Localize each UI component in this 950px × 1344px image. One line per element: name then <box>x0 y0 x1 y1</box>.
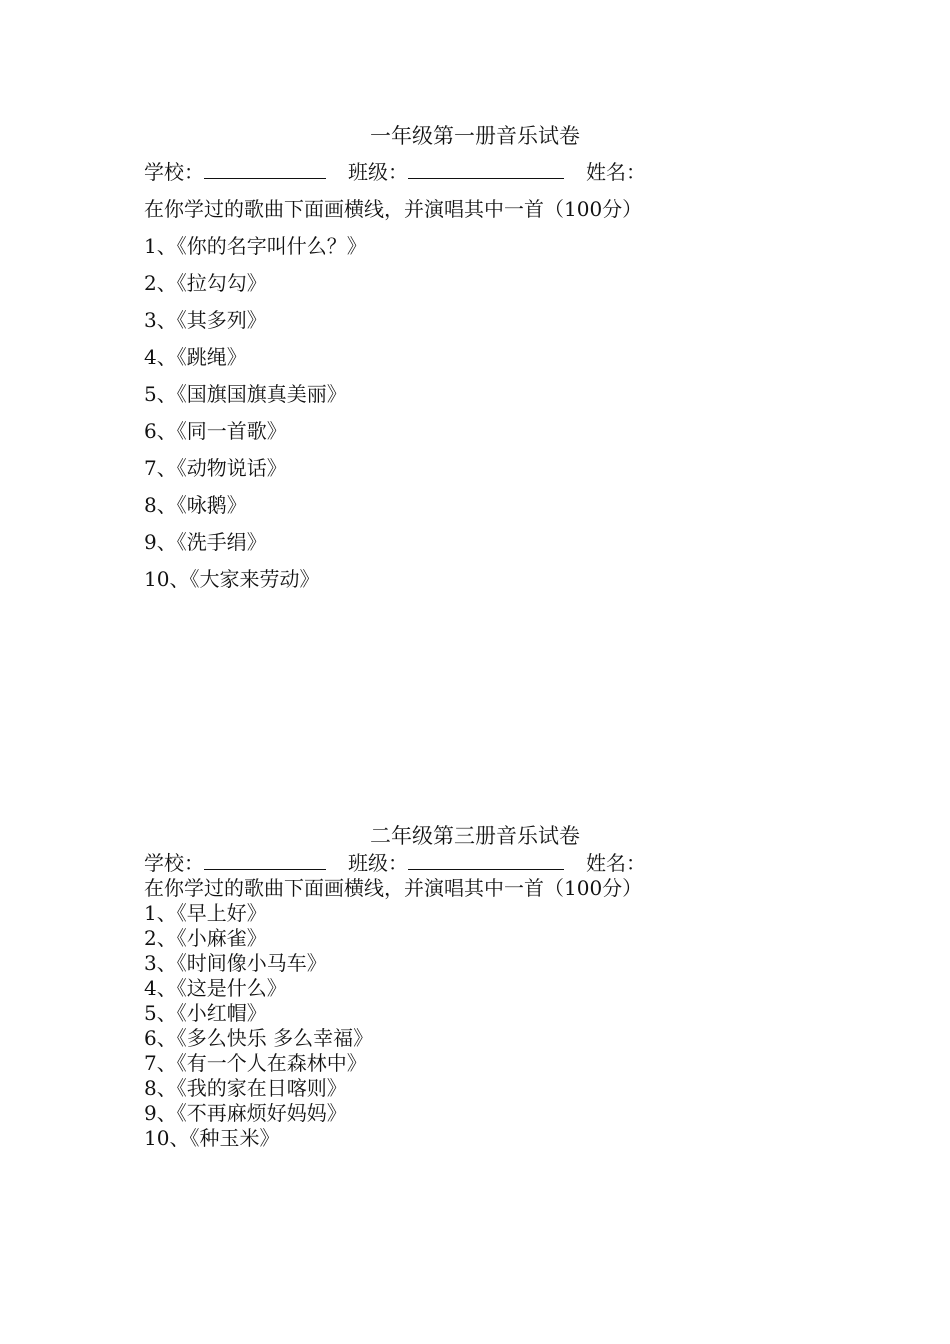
song-item: 6、《多么快乐 多么幸福》 <box>144 1026 374 1050</box>
school-blank-line[interactable] <box>204 851 326 870</box>
song-item: 2、《小麻雀》 <box>144 926 267 950</box>
song-item: 5、《小红帽》 <box>144 1001 267 1025</box>
song-item: 9、《洗手绢》 <box>144 530 267 554</box>
song-item: 10、《大家来劳动》 <box>144 567 320 591</box>
song-list <box>144 901 824 1151</box>
song-item: 9、《不再麻烦好妈妈》 <box>144 1101 347 1125</box>
song-item: 3、《其多列》 <box>144 308 267 332</box>
song-item: 4、《这是什么》 <box>144 976 287 1000</box>
student-info-row <box>144 851 824 876</box>
exam-title: 二年级第三册音乐试卷 <box>370 824 580 848</box>
school-label: 学校： <box>144 160 204 184</box>
song-item: 5、《国旗国旗真美丽》 <box>144 382 347 406</box>
song-item: 6、《同一首歌》 <box>144 419 287 443</box>
school-blank-line[interactable] <box>204 160 326 179</box>
song-item: 1、《你的名字叫什么？》 <box>144 234 367 258</box>
song-item: 7、《有一个人在森林中》 <box>144 1051 367 1075</box>
exam-sheet-grade1 <box>144 118 824 598</box>
name-label: 姓名： <box>586 851 646 875</box>
school-label: 学校： <box>144 851 204 875</box>
class-label: 班级： <box>348 160 408 184</box>
class-blank-line[interactable] <box>408 851 564 870</box>
song-list <box>144 228 824 598</box>
song-item: 8、《我的家在日喀则》 <box>144 1076 347 1100</box>
song-item: 10、《种玉米》 <box>144 1126 280 1150</box>
song-item: 4、《跳绳》 <box>144 345 247 369</box>
song-item: 3、《时间像小马车》 <box>144 951 327 975</box>
exam-sheet-grade2 <box>144 821 824 1151</box>
class-label: 班级： <box>348 851 408 875</box>
song-item: 7、《动物说话》 <box>144 456 287 480</box>
song-item: 8、《咏鹅》 <box>144 493 247 517</box>
name-label: 姓名： <box>586 160 646 184</box>
instruction-text: 在你学过的歌曲下面画横线，并演唱其中一首（100分） <box>144 197 643 221</box>
instruction-text: 在你学过的歌曲下面画横线，并演唱其中一首（100分） <box>144 876 643 900</box>
student-info-row <box>144 154 824 191</box>
class-blank-line[interactable] <box>408 160 564 179</box>
exam-title: 一年级第一册音乐试卷 <box>370 124 580 148</box>
song-item: 1、《早上好》 <box>144 901 267 925</box>
song-item: 2、《拉勾勾》 <box>144 271 267 295</box>
